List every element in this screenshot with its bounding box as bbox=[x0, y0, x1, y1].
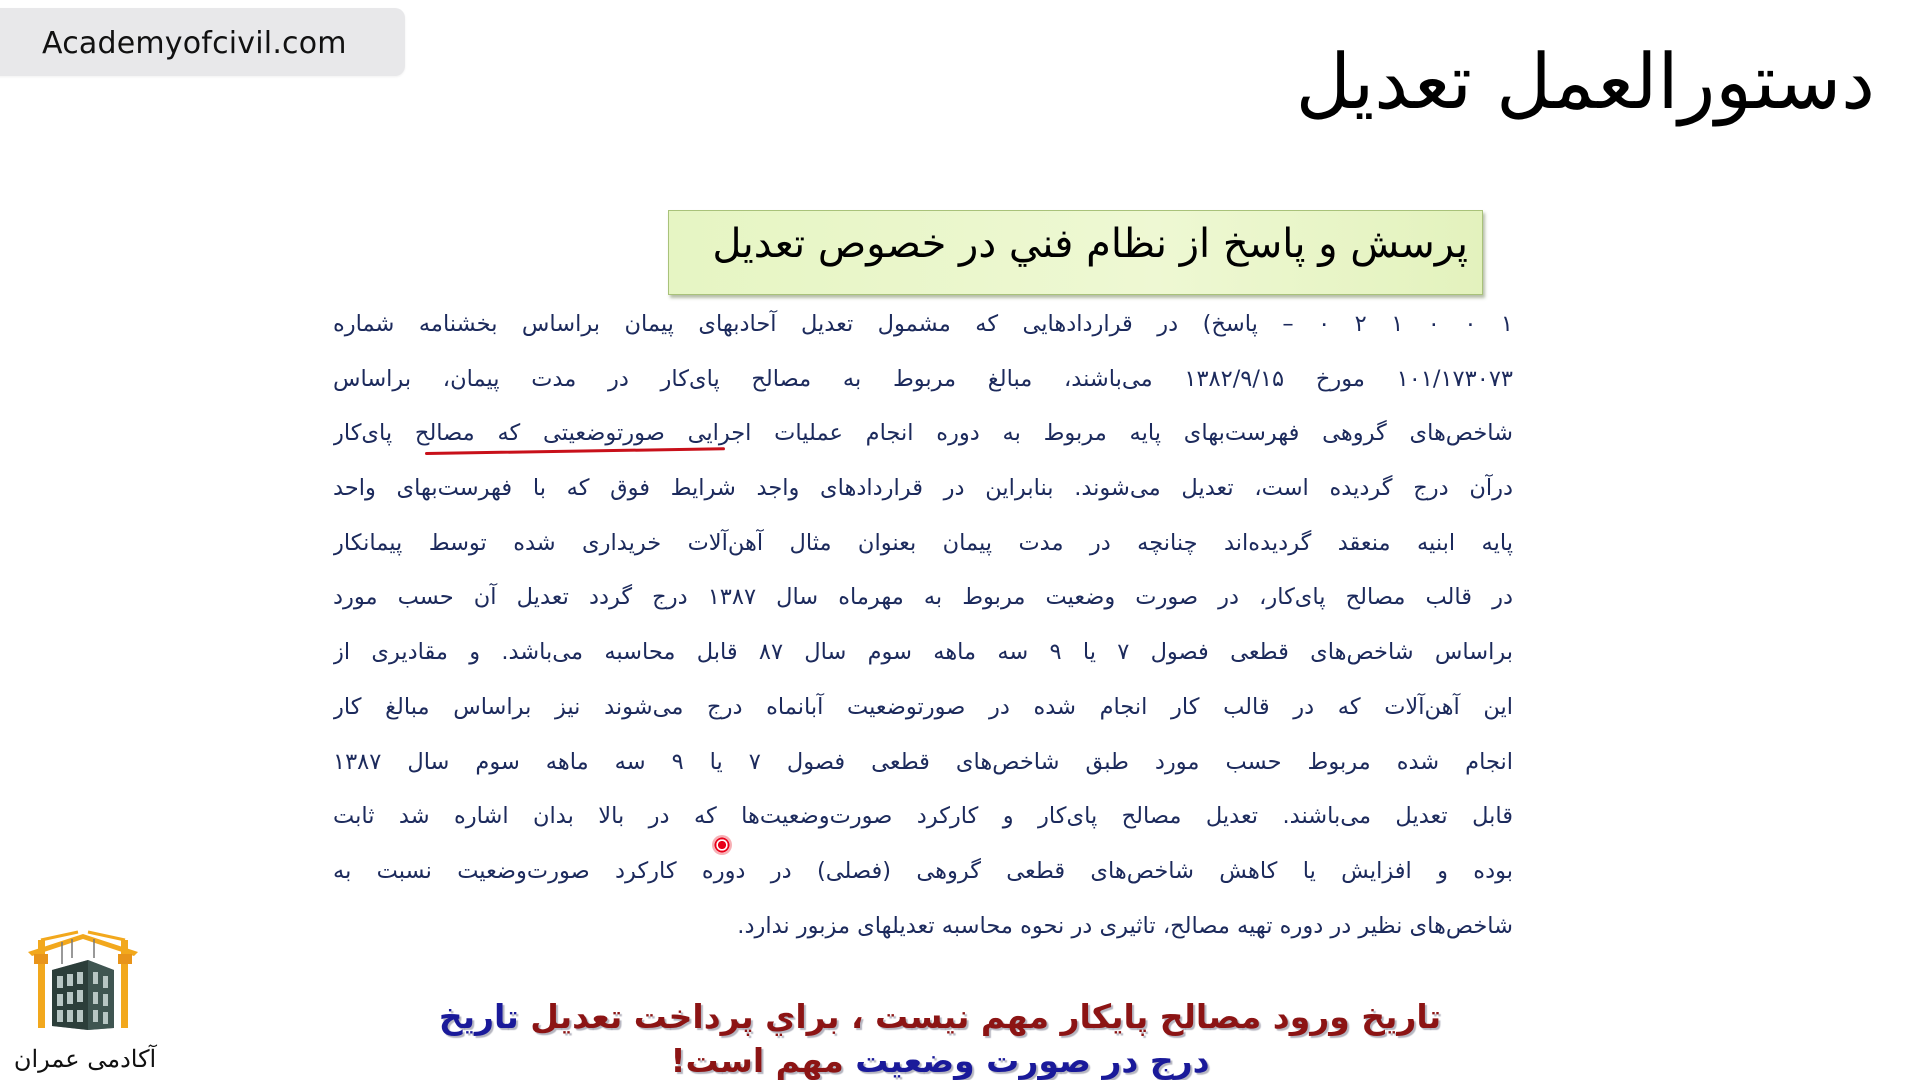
subtitle-box bbox=[668, 210, 1483, 295]
paragraph-line: این آهن‌آلات که در قالب کار انجام شده در صورتوضعیت آبانماه درج می‌شوند نیز براساس مبالغ کار bbox=[333, 693, 1513, 720]
logo-caption: آکادمی عمران bbox=[13, 1045, 157, 1073]
paragraph-line: انجام شده مربوط حسب مورد طبق شاخص‌های قطعی فصول ۷ یا ۹ سه ماهه سوم سال ۱۳۸۷ bbox=[333, 748, 1513, 775]
site-label-badge bbox=[0, 8, 405, 76]
paragraph-line: ۱ ۰ ۰ ۱ ۲ ۰ – پاسخ) در قراردادهایی که مشمول تعدیل آحادبهای پیمان براساس بخشنامه شماره bbox=[333, 311, 1513, 337]
page-title: دستورالعمل تعدیل bbox=[1295, 37, 1875, 126]
paragraph-line: درآن درج گردیده است، تعدیل می‌شوند. بنابراین در قراردادهای واجد شرایط فوق که با فهرست‌بهای واحد bbox=[333, 475, 1513, 502]
paragraph-line: شاخص‌های گروهی فهرست‌بهای پایه مربوط به دوره انجام عملیات اجرایی صورتوضعیتی که مصالح پای‌کار bbox=[333, 420, 1513, 447]
note-part-red-end: مهم است! bbox=[670, 1041, 856, 1080]
answer-paragraph bbox=[333, 302, 1513, 958]
paragraph-line: ۱۰۱/۱۷۳۰۷۳ مورخ ۱۳۸۲/۹/۱۵ می‌باشند، مبالغ مربوط به مصالح پای‌کار در مدت پیمان، براساس bbox=[333, 365, 1513, 392]
key-takeaway-note bbox=[420, 995, 1460, 1080]
note-part-red: تاریخ ورود مصالح پایکار مهم نیست ، براي پرداخت تعدیل bbox=[518, 997, 1442, 1036]
paragraph-line: در قالب مصالح پای‌کار، در صورت وضعیت مربوط به مهرماه سال ۱۳۸۷ درج گردد تعدیل آن حسب مورد bbox=[333, 584, 1513, 611]
paragraph-line: شاخص‌های نظیر در دوره تهیه مصالح، تاثیری در نحوه محاسبه تعدیلهای مزبور ندارد. bbox=[737, 912, 1513, 939]
paragraph-line: قابل تعدیل می‌باشند. تعدیل مصالح پای‌کار و کارکرد صورت‌وضعیت‌ها که در بالا بدان اشاره شد ثابت bbox=[333, 803, 1513, 830]
building-crane-icon bbox=[28, 930, 138, 1030]
paragraph-line: براساس شاخص‌های قطعی فصول ۷ یا ۹ سه ماهه سوم سال ۸۷ قابل محاسبه می‌باشد. و مقادیری از bbox=[333, 639, 1513, 666]
subtitle-text: پرسش و پاسخ از نظام فني در خصوص تعدیل bbox=[712, 221, 1468, 267]
paragraph-line: بوده و افزایش یا کاهش شاخص‌های قطعی گروهی (فصلی) در دوره کارکرد صورت‌وضعیت نسبت به bbox=[333, 857, 1513, 884]
pointer-cursor-icon bbox=[712, 835, 732, 855]
paragraph-line: پایه ابنیه منعقد گردیده‌اند چنانچه در مدت پیمان بعنوان مثال آهن‌آلات خریداری شده توسط پیمانکار bbox=[333, 529, 1513, 556]
note-part-blue: تاریخ درج در صورت وضعیت bbox=[438, 997, 1210, 1080]
site-label: Academyofcivil.com bbox=[42, 26, 347, 61]
